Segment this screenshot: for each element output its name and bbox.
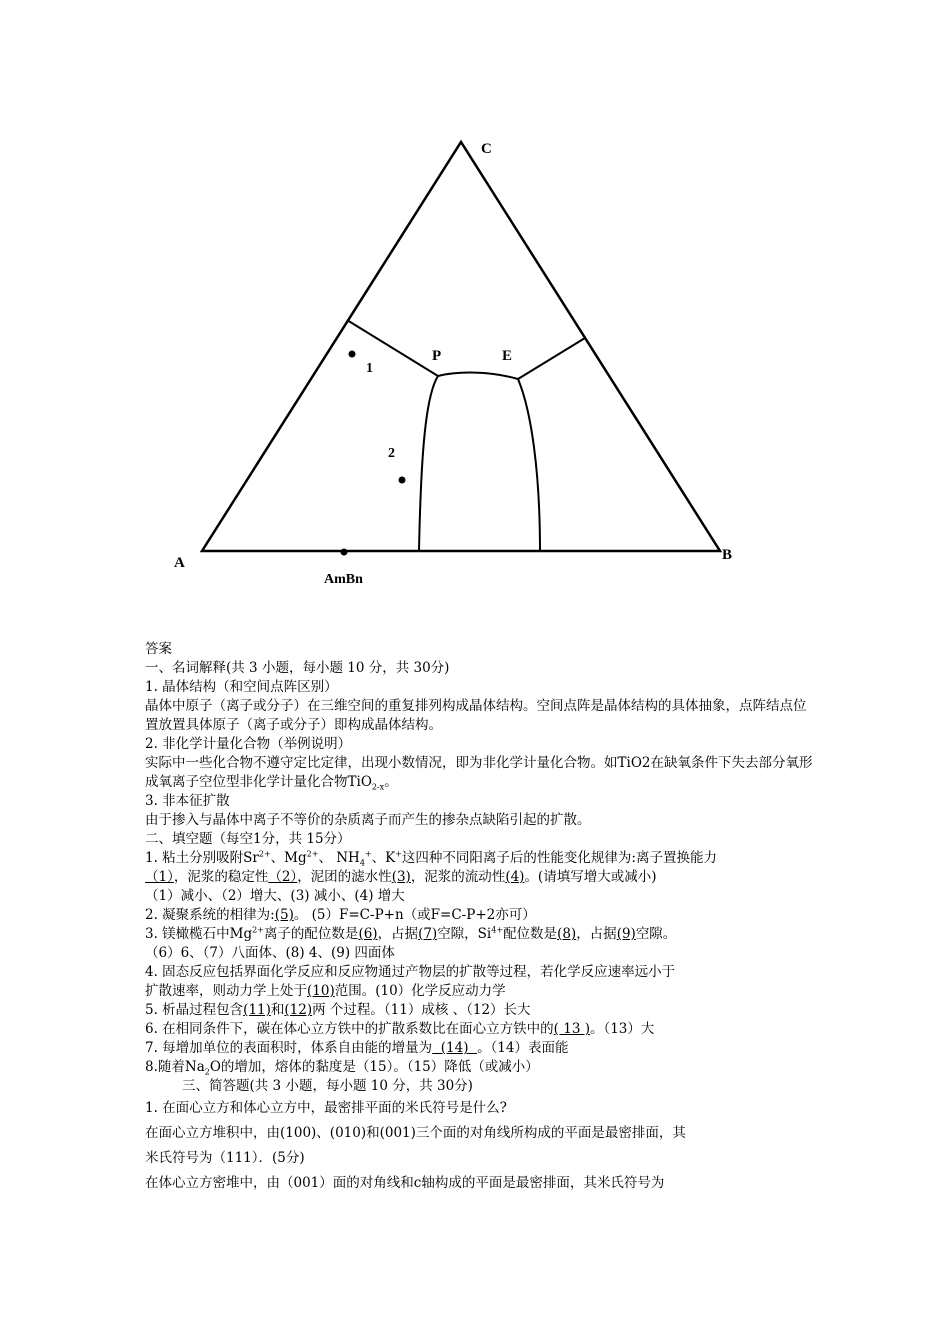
ternary-phase-diagram — [0, 0, 950, 620]
s1-q3-body: 由于掺入与晶体中离子不等价的杂质离子而产生的掺杂点缺陷引起的扩散。 — [145, 812, 591, 828]
s2-f1-l2-b: ，泥浆的稳定性 — [173, 869, 269, 885]
s1-q2-body-end: 。 — [384, 774, 398, 790]
s2-f1-sup3: + — [364, 849, 372, 859]
point-2-dot — [399, 477, 406, 484]
s2-f3-sup2: 4+ — [491, 925, 504, 935]
s1-q2-title: 2. 非化学计量化合物（举例说明） — [145, 736, 352, 752]
point-p-label: P — [432, 348, 442, 364]
vertex-c-label: C — [481, 141, 492, 157]
s2-f1-line2 — [145, 868, 815, 887]
s2-f3-a: 3. 镁橄榄石中Mg — [145, 926, 253, 942]
point-e-label: E — [502, 348, 513, 364]
ambn-label: AmBn — [324, 572, 363, 587]
s3-q1-title: 1. 在面心立方和体心立方中，最密排平面的米氏符号是什么? — [145, 1100, 507, 1116]
s2-f3-d: 空隙，Si — [437, 926, 492, 942]
triangle-outline — [202, 142, 720, 551]
s2-f6-b: 。（13）大 — [589, 1021, 655, 1037]
answer-title: 答案 — [145, 641, 172, 657]
blank-6: (6) — [358, 926, 378, 942]
s2-f7-b: 。（14）表面能 — [477, 1040, 569, 1056]
boundary-line-p-ab — [419, 376, 438, 551]
s2-f8 — [145, 1058, 815, 1077]
s2-f3-c: ，占据 — [377, 926, 419, 942]
s2-f4-b: 范围。(10）化学反应动力学 — [334, 983, 506, 999]
s2-f6 — [145, 1020, 815, 1039]
s2-f4-line2 — [145, 982, 815, 1001]
s2-f1-e: 这四种不同阳离子后的性能变化规律为:离子置换能力 — [401, 850, 717, 866]
blank-2: （2） — [268, 869, 298, 885]
blank-14: (14) — [432, 1040, 478, 1056]
s2-f7-a: 7. 每增加单位的表面积时，体系自由能的增量为 — [145, 1040, 433, 1056]
s3-q1-line3: 在体心立方密堆中，由（001）面的对角线和c轴构成的平面是最密排面，其米氏符号为 — [145, 1175, 665, 1191]
s2-f5-b: 和 — [270, 1002, 285, 1018]
s2-f8-sub: 2 — [204, 1067, 210, 1077]
boundary-line-ac-p — [347, 320, 438, 376]
blank-12: (12) — [284, 1002, 313, 1018]
s2-f3-b: 离子的配位数是 — [263, 926, 359, 942]
s1-q3-title: 3. 非本征扩散 — [145, 793, 230, 809]
s2-f2-b: 。 (5）F=C-P+n（或F=C-P+2亦可） — [293, 907, 536, 923]
s2-f1-l2-c: ，泥团的滤水性 — [297, 869, 392, 885]
s2-f1-line1 — [145, 849, 815, 868]
s2-f1-sup2: 2+ — [306, 849, 319, 859]
s2-f4-line1: 4. 固态反应包括界面化学反应和反应物通过产物层的扩散等过程，若化学反应速率远小于 — [145, 964, 676, 980]
s2-f6-a: 6. 在相同条件下，碳在体心立方铁中的扩散系数比在面心立方铁中的 — [145, 1021, 554, 1037]
vertex-a-label: A — [174, 555, 185, 571]
s2-f8-b: O的增加，熔体的黏度是（15）。（15）降低（或减小） — [209, 1059, 539, 1075]
section3-heading: 三、简答题(共 3 小题，每小题 10 分，共 30分) — [182, 1078, 473, 1094]
blank-11: (11) — [243, 1002, 271, 1018]
blank-13: ( 13 ) — [553, 1021, 590, 1037]
s2-f3-sup1: 2+ — [252, 925, 264, 935]
point-2-label: 2 — [388, 446, 395, 461]
s2-f3-g: 空隙。 — [635, 926, 677, 942]
vertex-b-label: B — [722, 547, 733, 563]
answer-text — [145, 640, 815, 1196]
s2-f1-sup1: 2+ — [258, 849, 271, 859]
point-ambn-dot — [341, 549, 348, 556]
s2-f5 — [145, 1001, 815, 1020]
blank-1: （1） — [145, 869, 174, 885]
s2-f1-answer: （1）减小、（2）增大、(3) 减小、(4) 增大 — [145, 888, 405, 904]
s2-f1-sub3: 4 — [359, 858, 365, 868]
s2-f1-c: 、 NH — [318, 850, 360, 866]
s2-f3-e: 配位数是 — [503, 926, 558, 942]
s2-f1-a: 1. 粘土分别吸附Sr — [145, 850, 259, 866]
blank-3: (3) — [391, 869, 411, 885]
s2-f1-l2-e: 。(请填写增大或减小) — [524, 869, 657, 885]
point-1-dot — [349, 351, 356, 358]
boundary-line-e-ab — [518, 379, 540, 551]
blank-9: (9) — [616, 926, 636, 942]
s2-f5-a: 5. 析晶过程包含 — [145, 1002, 244, 1018]
s2-f1-b: 、Mg — [270, 850, 307, 866]
s2-f4-a: 扩散速率，则动力学上处于 — [145, 983, 307, 999]
section1-heading: 一、名词解释(共 3 小题，每小题 10 分，共 30分) — [145, 660, 450, 676]
boundary-line-bc-e — [518, 338, 585, 379]
s2-f8-a: 8.随着Na — [145, 1059, 205, 1075]
s1-q2-body — [145, 754, 815, 792]
s2-f1-sup4: + — [395, 849, 402, 859]
s2-f2 — [145, 906, 815, 925]
point-1-label: 1 — [366, 361, 373, 376]
s1-q1-title: 1. 晶体结构（和空间点阵区别） — [145, 679, 338, 695]
section2-heading: 二、填空题（每空1分，共 15分） — [145, 831, 351, 847]
s2-f2-a: 2. 凝聚系统的相律为: — [145, 907, 275, 923]
s3-q1-line1: 在面心立方堆积中，由(100)、(010)和(001)三个面的对角线所构成的平面是最密排面，其 — [145, 1125, 686, 1141]
s1-q2-body-text: 实际中一些化合物不遵守定比定律，出现小数情况，即为非化学计量化合物。如TiO2在缺氧条件下失去部分氧形成氧离子空位型非化学计量化合物TiO — [145, 755, 813, 790]
blank-5: (5) — [274, 907, 294, 923]
blank-7: (7) — [418, 926, 438, 942]
s2-f1-l2-d: ，泥浆的流动性 — [410, 869, 506, 885]
s2-f1-d: 、K — [371, 850, 396, 866]
s2-f3 — [145, 925, 815, 944]
s3-q1-line2: 米氏符号为（111）．(5分) — [145, 1150, 305, 1166]
blank-8: (8) — [557, 926, 577, 942]
s2-f7 — [145, 1039, 815, 1058]
s1-q2-subscript: 2-x — [371, 782, 385, 792]
s1-q1-body: 晶体中原子（离子或分子）在三维空间的重复排列构成晶体结构。空间点阵是晶体结构的具体抽象，点阵结点位置放置具体原子（离子或分子）即构成晶体结构。 — [145, 698, 807, 733]
boundary-line-p-e — [438, 373, 518, 379]
s2-f5-c: 两 个过程。（11）成核 、（12）长大 — [312, 1002, 531, 1018]
s2-f3-answer: （6）6、（7）八面体、(8) 4、(9) 四面体 — [145, 945, 395, 961]
blank-10: (10) — [307, 983, 335, 999]
blank-4: (4) — [505, 869, 525, 885]
s2-f3-f: ，占据 — [576, 926, 617, 942]
